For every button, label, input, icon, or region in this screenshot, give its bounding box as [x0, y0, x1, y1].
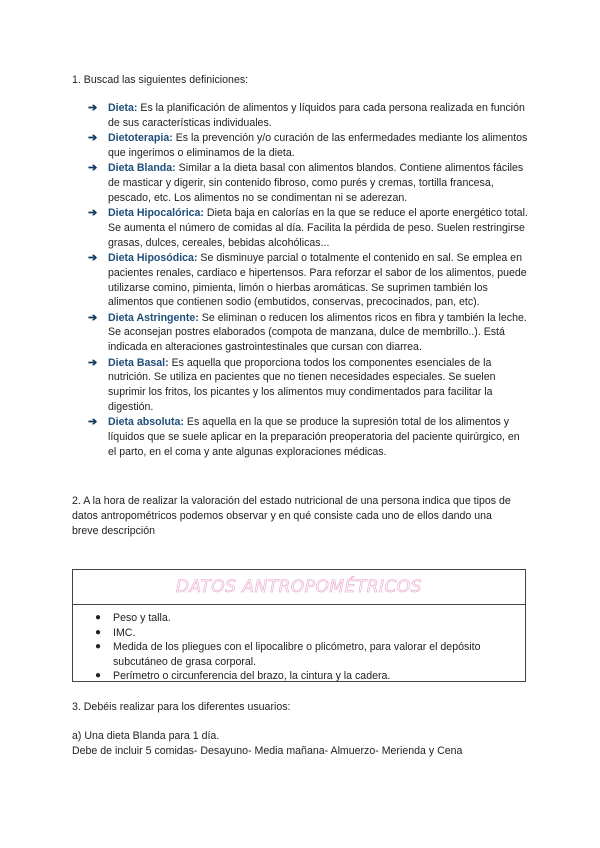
definition-text: Es aquella que proporciona todos los componentes esenciales de la nutrición. Se utiliza en pacientes que no tienen necesidades especiales. Se suelen suprimir los fritos, los picantes y los alimentos muy condimentados para facilitar la digestión. [108, 356, 496, 413]
box-item-text: Perímetro o circunferencia del brazo, la cintura y la cadera. [113, 670, 391, 682]
question-1: 1. Buscad las siguientes definiciones: [72, 74, 249, 86]
definition-item [88, 251, 528, 310]
question-2: 2. A la hora de realizar la valoración del estado nutricional de una persona indica que tipos de datos antropométricos podemos observar y en qué consiste cada uno de ellos dando una breve descripción [72, 495, 511, 537]
anthropometric-data-box [72, 569, 526, 682]
box-list-item [95, 640, 513, 669]
box-list-item [95, 611, 513, 626]
definition-term: Dieta Blanda: [108, 162, 176, 175]
bullet-icon: ● [95, 626, 102, 638]
box-item-text: Medida de los pliegues con el lipocalibre o plicómetro, para valorar el depósito subcutáneo de grasa corporal. [113, 641, 481, 668]
arrow-icon: ➔ [88, 102, 98, 114]
bullet-icon: ● [95, 612, 102, 623]
definition-text: Dieta baja en calorías en la que se reduce el aporte energético total. Se aumenta el número de comidas al día. Facilita la pérdida de peso. Suelen restringirse grasas, dulces, cereales, bebidas alcohólicas... [108, 207, 528, 249]
box-item-text: Peso y talla. [113, 612, 171, 624]
arrow-icon: ➔ [88, 162, 98, 175]
definition-text: Se eliminan o reducen los alimentos ricos en fibra y también la leche. Se aconsejan postres elaborados (compota de manzana, dulce de membrillo..). Está indicada en alteraciones gastrointestinales que cursan con diarrea. [108, 311, 527, 354]
box-list-item [95, 626, 513, 641]
definition-text: Se disminuye parcial o totalmente el contenido en sal. Se emplea en pacientes renales, cardiaco e hipertensos. Para reforzar el sabor de los alimentos, puede utilizarse comino, pimienta, limón o hierbas aromáticas. Se suprimen también los alimentos que contienen sodio (embutidos, conservas, precocinados, pan, etc). [108, 251, 527, 309]
definition-item [88, 206, 528, 250]
definition-item [88, 131, 528, 161]
question-3: 3. Debéis realizar para los diferentes usuarios: [72, 701, 291, 713]
bullet-icon: ● [95, 641, 102, 652]
definition-text: Similar a la dieta basal con alimentos blandos. Contiene alimentos fáciles de masticar y digerir, sin contenido fibroso, como purés y cremas, tortilla francesa, pescado, etc. Los alimentos no se condimentan ni se aderezan. [108, 162, 524, 204]
answer-a: a) Una dieta Blanda para 1 día. [72, 730, 220, 742]
arrow-icon: ➔ [88, 207, 98, 220]
arrow-icon: ➔ [88, 416, 98, 429]
arrow-icon: ➔ [88, 311, 98, 324]
definition-text: Es la prevención y/o curación de las enfermedades mediante los alimentos que ingerimos o eliminamos de la dieta. [108, 132, 528, 159]
definition-term: Dieta absoluta: [108, 416, 184, 429]
definition-term: Dieta Astringente: [108, 311, 199, 324]
box-list [73, 611, 525, 684]
arrow-icon: ➔ [88, 356, 98, 369]
answer-meals: Debe de incluir 5 comidas- Desayuno- Media mañana- Almuerzo- Merienda y Cena [72, 745, 463, 757]
box-list-item [95, 669, 513, 684]
box-title: DATOS ANTROPOMÉTRICOS [73, 570, 525, 605]
definition-item [88, 101, 528, 131]
definition-text: Es la planificación de alimentos y líquidos para cada persona realizada en función de sus características individuales. [108, 102, 525, 129]
definition-term: Dieta Hipocalórica: [108, 207, 204, 220]
arrow-icon: ➔ [88, 251, 98, 264]
definition-term: Dieta Basal: [108, 356, 169, 369]
definition-list [88, 101, 528, 460]
definition-item [88, 311, 528, 355]
box-item-text: IMC. [113, 626, 136, 639]
definition-term: Dieta Hiposódica: [108, 251, 198, 264]
bullet-icon: ● [95, 670, 102, 681]
definition-item [88, 356, 528, 415]
definition-item [88, 161, 528, 205]
definition-item [88, 415, 528, 459]
definition-term: Dietoterapia: [108, 132, 173, 145]
definition-term: Dieta: [108, 102, 138, 114]
arrow-icon: ➔ [88, 132, 98, 145]
definition-text: Es aquella en la que se produce la supresión total de los alimentos y líquidos que se suele aplicar en la preparación preoperatoria del paciente quirúrgico, en el parto, en el coma y ante algunas exploraciones médicas. [108, 416, 520, 458]
